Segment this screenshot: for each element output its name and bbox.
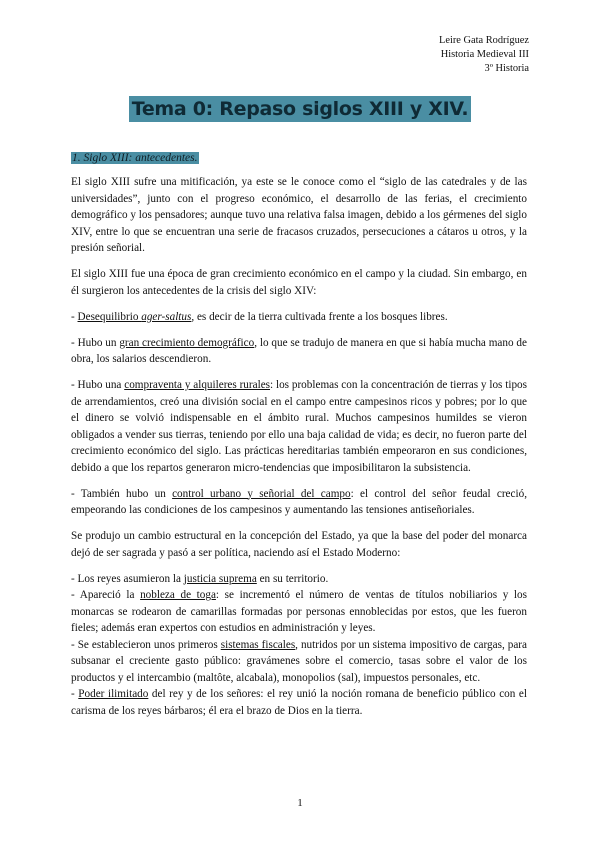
document-title: Tema 0: Repaso siglos XIII y XIV. [129,96,472,122]
bullet-text: , lo que se tradujo de manera en que si había mucha mano de obra, los salarios descendieron. [71,336,527,365]
bullet-key-term: nobleza de toga [140,589,216,601]
paragraph-intro: El siglo XIII sufre una mitificación, ya este se le conoce como el “siglo de las catedrales y de las universidades”, junto con el progreso económico, el desarrollo de las ferias, el crecimiento demográfico y los pensadores; aunque tuvo una relativa falsa imagen, debido a los gérmenes del siglo XIV, entre lo que se encuentran una serie de fracasos cruzados, persecuciones a cátaros u otros, y la presión señorial. [71,176,527,254]
bullet-prefix: - Apareció la [71,589,141,601]
bullet-key-term: gran crecimiento demográfico [119,336,255,349]
bullet-key-term-italic: ager-saltus [141,310,192,323]
bullet-key-term: compraventa y alquileres rurales [124,379,271,391]
bullet-text: , es decir de la tierra cultivada frente a los bosques libres. [191,310,448,323]
bullet-desequilibrio [71,309,527,326]
author-name: Leire Gata Rodríguez [438,35,529,46]
bullet-text: : el control del señor feudal creció, empeorando las condiciones de los campesinos y aumentando las tensiones antiseñoriales. [71,487,527,516]
bullet-nobleza [71,587,527,637]
bullet-key-term: sistemas fiscales [220,638,296,651]
title-block [0,96,600,122]
bullet-prefix: - Se establecieron unos primeros [71,638,221,651]
bullet-demografico [71,335,527,368]
paragraph-economy: El siglo XIII fue una época de gran crecimiento económico en el campo y la ciudad. Sin embargo, en él surgieron los antecedentes de la crisis del siglo XIV: [71,268,527,297]
bullet-key-term: control urbano y señorial del campo [172,487,351,500]
bullet-prefix: - Hubo un [71,336,120,349]
bullet-prefix: - [71,310,78,323]
bullet-text: del rey y de los señores: el rey unió la noción romana de beneficio público con el carisma de los reyes bárbaros; él era el brazo de Dios en la tierra. [71,688,527,717]
bullet-text: : se incrementó el número de ventas de títulos nobiliarios y los monarcas se rodearon de camarillas formadas por personas ennoblecidas por estos, que les fueron fieles; además eran expertos con estudios en administración y leyes. [71,589,527,634]
bullet-text: , nutridos por un sistema impositivo de cargas, para subsanar el creciente gasto público: gravámenes sobre el comercio, tasas sobre el valor de los productos y el intercambio (maltôte, alcabala), monopolios (sal), impuestos personales, etc. [71,638,527,684]
bullet-prefix: - [71,688,79,700]
bullet-key-term: Desequilibrio [77,310,142,323]
paragraph-estado: Se produjo un cambio estructural en la concepción del Estado, ya que la base del poder del monarca dejó de ser sagrada y pasó a ser política, naciendo así el Estado Moderno: [71,530,527,559]
bullet-control-urbano [71,486,527,519]
section-heading: 1. Siglo XIII: antecedentes. [72,152,198,164]
bullet-prefix: - Los reyes asumieron la [71,572,184,585]
bullet-prefix: - También hubo un [71,487,173,500]
bullet-key-term: justicia suprema [183,572,257,585]
course-year: 3º Historia [484,63,529,74]
document-body [71,174,527,719]
bullet-key-term: Poder ilimitado [78,688,149,700]
page-header [439,34,529,76]
bullet-fiscal [71,637,527,687]
course-name: Historia Medieval III [440,49,529,60]
bullet-text: en su territorio. [256,572,329,585]
bullet-compraventa [71,377,527,476]
bullet-prefix: - Hubo una [71,379,125,391]
bullet-justicia [71,571,527,588]
page-number: 1 [297,797,303,809]
bullet-poder [71,686,527,719]
bullet-text: : los problemas con la concentración de tierras y los tipos de arrendamientos, creó una división social en el campo entre campesinos ricos y pobres; por lo que el dinero se volvió indispensable en el ámbito rural. Muchos campesinos humildes se vieron obligados a vender sus tierras, teniendo por ello una baja calidad de vida; es decir, no fueron parte del crecimiento económico del siglo. Las prácticas hereditarias también empeoraron en sus condiciones, debido a que los repartos generaron micro-tendencias que imposibilitaron la subsistencia. [71,379,527,474]
